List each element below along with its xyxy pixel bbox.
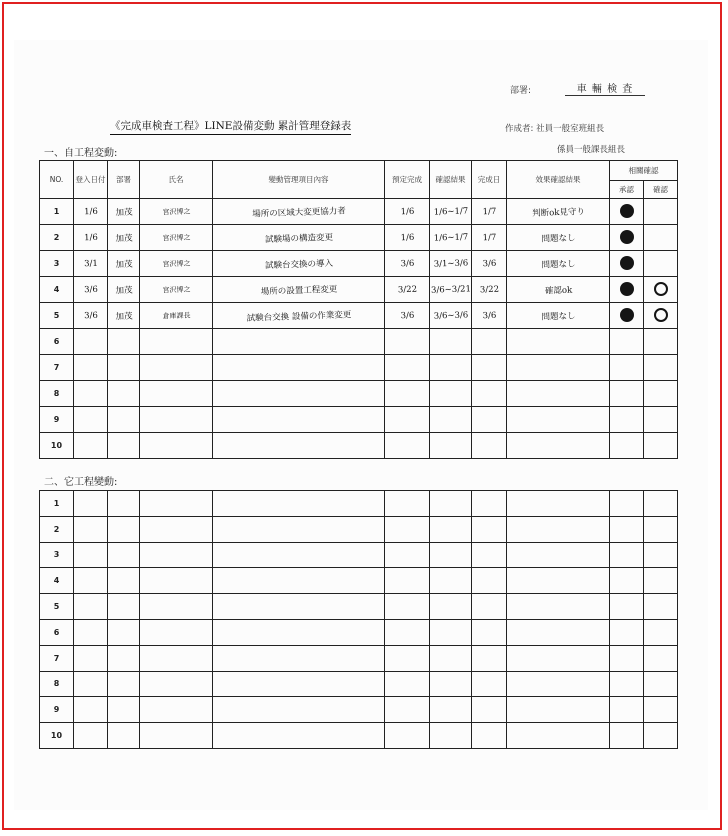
cell-empty xyxy=(644,697,678,723)
cell-empty xyxy=(385,568,430,594)
cell-content xyxy=(212,430,385,462)
cell-done: 3/6 xyxy=(471,250,507,277)
cell-check: 1/6~1/7 xyxy=(429,224,472,251)
cell-empty xyxy=(213,671,385,697)
cell-empty xyxy=(610,645,644,671)
cell-result xyxy=(506,379,610,409)
cell-no: 5 xyxy=(40,303,74,329)
cell-empty xyxy=(140,542,213,568)
cell-no: 10 xyxy=(40,433,74,459)
cell-no: 7 xyxy=(40,355,74,381)
cell-empty xyxy=(74,568,108,594)
cell-approval-s1 xyxy=(610,433,644,459)
cell-section: 加茂 xyxy=(107,302,140,329)
cell-plan: 1/6 xyxy=(384,198,430,226)
cell-empty xyxy=(430,542,472,568)
cell-empty xyxy=(472,594,507,620)
table-row xyxy=(40,619,678,645)
cell-empty xyxy=(430,568,472,594)
cell-done xyxy=(471,380,507,407)
cell-empty xyxy=(610,516,644,542)
table-row xyxy=(40,568,678,594)
cell-date: 1/6 xyxy=(73,224,108,251)
cell-name: 宮沢博之 xyxy=(139,223,213,252)
stamp-icon xyxy=(620,256,634,270)
cell-section xyxy=(107,380,140,407)
cell-section xyxy=(107,432,140,459)
table-row xyxy=(40,199,678,225)
cell-approval-s2 xyxy=(644,199,678,225)
cell-result: 判断ok見守り xyxy=(506,197,610,227)
cell-empty xyxy=(108,697,140,723)
cell-plan: 3/22 xyxy=(384,276,430,304)
table-row xyxy=(40,516,678,542)
cell-approval-s2 xyxy=(644,433,678,459)
cell-result xyxy=(506,353,610,383)
created-by: 作成者: 社員一般室班組長 xyxy=(505,124,605,134)
cell-plan: 1/6 xyxy=(384,224,430,252)
cell-done xyxy=(471,432,507,459)
cell-empty xyxy=(385,491,430,517)
cell-section xyxy=(107,354,140,381)
cell-empty xyxy=(385,697,430,723)
section-other-process-label: 二、它工程變動: xyxy=(44,477,118,488)
cell-empty xyxy=(213,568,385,594)
cell-no: 4 xyxy=(40,277,74,303)
cell-check xyxy=(429,354,472,381)
cell-plan xyxy=(384,432,430,460)
cell-empty xyxy=(507,671,610,697)
cell-empty xyxy=(385,671,430,697)
cell-content: 試験台交換の導入 xyxy=(212,248,385,280)
cell-no: 10 xyxy=(40,723,74,749)
cell-empty xyxy=(644,619,678,645)
cell-empty xyxy=(610,594,644,620)
cell-empty xyxy=(644,516,678,542)
table-row xyxy=(40,723,678,749)
cell-empty xyxy=(74,723,108,749)
cell-check: 3/6~3/21 xyxy=(429,276,472,303)
cell-result: 問題なし xyxy=(506,223,610,253)
cell-no: 1 xyxy=(40,199,74,225)
cell-empty xyxy=(472,697,507,723)
cell-date: 3/6 xyxy=(73,276,108,303)
cell-content: 場所の設置工程変更 xyxy=(212,274,385,306)
cell-empty xyxy=(213,723,385,749)
cell-empty xyxy=(507,516,610,542)
cell-approval-s1 xyxy=(610,407,644,433)
col-no: NO. xyxy=(40,161,74,199)
cell-no: 5 xyxy=(40,594,74,620)
table-row xyxy=(40,671,678,697)
cell-empty xyxy=(213,594,385,620)
cell-check xyxy=(429,432,472,459)
approved-by: 係員一般課長組長 xyxy=(557,145,626,155)
col-name: 氏名 xyxy=(140,161,213,199)
cell-empty xyxy=(507,594,610,620)
cell-approval-s1 xyxy=(610,225,644,251)
cell-empty xyxy=(610,697,644,723)
cell-date: 3/1 xyxy=(73,250,108,277)
cell-approval-s1 xyxy=(610,303,644,329)
cell-empty xyxy=(507,568,610,594)
cell-empty xyxy=(140,671,213,697)
stamp-icon xyxy=(620,230,634,244)
cell-done xyxy=(471,354,507,381)
cell-empty xyxy=(108,516,140,542)
cell-empty xyxy=(213,491,385,517)
cell-plan xyxy=(384,406,430,434)
table-row xyxy=(40,225,678,251)
cell-empty xyxy=(108,723,140,749)
cell-check: 3/6~3/6 xyxy=(429,302,472,329)
cell-empty xyxy=(644,723,678,749)
cell-check xyxy=(429,380,472,407)
cell-empty xyxy=(140,568,213,594)
cell-empty xyxy=(472,723,507,749)
table-row xyxy=(40,491,678,517)
table-row xyxy=(40,303,678,329)
cell-empty xyxy=(140,697,213,723)
cell-done: 3/6 xyxy=(471,302,507,329)
cell-no: 2 xyxy=(40,225,74,251)
table-row xyxy=(40,407,678,433)
cell-content: 場所の区域大変更協力者 xyxy=(212,196,385,228)
cell-empty xyxy=(385,619,430,645)
cell-name xyxy=(139,353,213,382)
cell-empty xyxy=(430,619,472,645)
cell-done xyxy=(471,328,507,355)
table-row xyxy=(40,594,678,620)
table-row xyxy=(40,433,678,459)
cell-empty xyxy=(430,594,472,620)
cell-check: 1/6~1/7 xyxy=(429,198,472,225)
cell-section: 加茂 xyxy=(107,224,140,251)
cell-empty xyxy=(507,697,610,723)
cell-approval-s1 xyxy=(610,251,644,277)
cell-empty xyxy=(108,594,140,620)
cell-empty xyxy=(140,645,213,671)
cell-name: 宮沢博之 xyxy=(139,197,213,226)
cell-empty xyxy=(108,568,140,594)
cell-approval-s1 xyxy=(610,355,644,381)
cell-date xyxy=(73,406,108,433)
cell-empty xyxy=(430,491,472,517)
cell-empty xyxy=(213,697,385,723)
col-check: 確認結果 xyxy=(430,161,472,199)
cell-date: 3/6 xyxy=(73,302,108,329)
cell-empty xyxy=(644,542,678,568)
cell-plan xyxy=(384,328,430,356)
cell-approval-s1 xyxy=(610,381,644,407)
cell-empty xyxy=(430,697,472,723)
cell-empty xyxy=(472,516,507,542)
cell-plan: 3/6 xyxy=(384,250,430,278)
cell-approval-s1 xyxy=(610,277,644,303)
cell-approval-s1 xyxy=(610,329,644,355)
table-row xyxy=(40,355,678,381)
cell-empty xyxy=(140,619,213,645)
department-value: 車 輛 検 査 xyxy=(565,80,645,96)
cell-no: 1 xyxy=(40,491,74,517)
cell-name: 宮沢博之 xyxy=(139,275,213,304)
cell-approval-s2 xyxy=(644,355,678,381)
col-approval-sub1: 承認 xyxy=(610,181,644,199)
cell-section xyxy=(107,328,140,355)
cell-empty xyxy=(610,671,644,697)
cell-empty xyxy=(507,645,610,671)
cell-plan: 3/6 xyxy=(384,302,430,330)
cell-approval-s2 xyxy=(644,251,678,277)
stamp-icon xyxy=(620,204,634,218)
cell-no: 6 xyxy=(40,619,74,645)
cell-empty xyxy=(472,491,507,517)
cell-empty xyxy=(74,491,108,517)
cell-empty xyxy=(385,542,430,568)
cell-empty xyxy=(140,594,213,620)
department-label: 部署: xyxy=(510,86,532,96)
cell-name: 倉庫課長 xyxy=(139,301,213,330)
cell-section: 加茂 xyxy=(107,250,140,277)
stamp-icon xyxy=(654,308,668,322)
cell-date xyxy=(73,328,108,355)
cell-empty xyxy=(610,542,644,568)
col-done: 完成日 xyxy=(472,161,507,199)
cell-date xyxy=(73,380,108,407)
col-plan: 預定完成 xyxy=(385,161,430,199)
cell-empty xyxy=(74,542,108,568)
cell-check: 3/1~3/6 xyxy=(429,250,472,277)
cell-empty xyxy=(108,645,140,671)
cell-empty xyxy=(507,723,610,749)
cell-empty xyxy=(385,645,430,671)
cell-empty xyxy=(472,619,507,645)
cell-empty xyxy=(507,542,610,568)
cell-empty xyxy=(74,645,108,671)
cell-empty xyxy=(140,491,213,517)
cell-empty xyxy=(213,542,385,568)
cell-empty xyxy=(507,491,610,517)
cell-empty xyxy=(385,594,430,620)
cell-empty xyxy=(610,723,644,749)
col-result: 效果確認結果 xyxy=(507,161,610,199)
stamp-icon xyxy=(620,308,634,322)
cell-empty xyxy=(74,697,108,723)
cell-section xyxy=(107,406,140,433)
cell-empty xyxy=(74,671,108,697)
cell-empty xyxy=(74,516,108,542)
cell-empty xyxy=(140,516,213,542)
cell-no: 8 xyxy=(40,671,74,697)
cell-empty xyxy=(644,491,678,517)
col-approval: 相關確認 xyxy=(610,161,678,181)
cell-empty xyxy=(610,619,644,645)
cell-empty xyxy=(472,542,507,568)
cell-section: 加茂 xyxy=(107,276,140,303)
cell-empty xyxy=(108,542,140,568)
cell-approval-s2 xyxy=(644,381,678,407)
cell-date xyxy=(73,354,108,381)
cell-empty xyxy=(472,568,507,594)
cell-approval-s2 xyxy=(644,225,678,251)
stamp-icon xyxy=(654,282,668,296)
cell-result: 確認ok xyxy=(506,275,610,305)
cell-content: 試験台交換 設備の作業変更 xyxy=(212,300,385,332)
cell-result: 問題なし xyxy=(506,249,610,279)
table-row xyxy=(40,645,678,671)
cell-no: 8 xyxy=(40,381,74,407)
cell-no: 7 xyxy=(40,645,74,671)
cell-empty xyxy=(213,645,385,671)
cell-done xyxy=(471,406,507,433)
cell-no: 3 xyxy=(40,251,74,277)
cell-date xyxy=(73,432,108,459)
cell-empty xyxy=(213,516,385,542)
cell-empty xyxy=(472,671,507,697)
cell-no: 4 xyxy=(40,568,74,594)
cell-empty xyxy=(108,491,140,517)
cell-empty xyxy=(74,619,108,645)
cell-empty xyxy=(610,491,644,517)
col-content: 變動管理項目內容 xyxy=(213,161,385,199)
cell-empty xyxy=(385,516,430,542)
table-row xyxy=(40,329,678,355)
cell-content: 試験場の構造変更 xyxy=(212,222,385,254)
cell-result xyxy=(506,405,610,435)
cell-result xyxy=(506,431,610,461)
cell-date: 1/6 xyxy=(73,198,108,225)
cell-approval-s2 xyxy=(644,277,678,303)
cell-section: 加茂 xyxy=(107,198,140,225)
cell-name xyxy=(139,327,213,356)
cell-plan xyxy=(384,380,430,408)
cell-empty xyxy=(108,619,140,645)
cell-empty xyxy=(430,671,472,697)
cell-result: 問題なし xyxy=(506,301,610,331)
cell-empty xyxy=(430,723,472,749)
cell-empty xyxy=(472,645,507,671)
cell-done: 3/22 xyxy=(471,276,507,303)
cell-plan xyxy=(384,354,430,382)
cell-no: 9 xyxy=(40,697,74,723)
cell-name xyxy=(139,431,213,460)
cell-approval-s1 xyxy=(610,199,644,225)
cell-name xyxy=(139,379,213,408)
cell-empty xyxy=(644,568,678,594)
cell-empty xyxy=(644,671,678,697)
cell-empty xyxy=(644,594,678,620)
cell-approval-s2 xyxy=(644,407,678,433)
stamp-icon xyxy=(620,282,634,296)
cell-approval-s2 xyxy=(644,303,678,329)
col-approval-sub2: 確認 xyxy=(644,181,678,199)
cell-check xyxy=(429,328,472,355)
other-process-table xyxy=(39,490,678,749)
cell-no: 6 xyxy=(40,329,74,355)
table-row xyxy=(40,697,678,723)
cell-empty xyxy=(108,671,140,697)
cell-name: 宮沢博之 xyxy=(139,249,213,278)
cell-empty xyxy=(507,619,610,645)
cell-empty xyxy=(385,723,430,749)
cell-done: 1/7 xyxy=(471,198,507,225)
cell-empty xyxy=(610,568,644,594)
cell-no: 3 xyxy=(40,542,74,568)
cell-name xyxy=(139,405,213,434)
cell-no: 2 xyxy=(40,516,74,542)
col-date: 登入日付 xyxy=(74,161,108,199)
table-row xyxy=(40,251,678,277)
section-own-process-label: 一、自工程変動: xyxy=(44,148,118,159)
own-process-table xyxy=(39,160,678,459)
form-title: 《完成車検査工程》LINE設備変動 累計管理登録表 xyxy=(110,118,351,135)
cell-check xyxy=(429,406,472,433)
table-row xyxy=(40,381,678,407)
cell-no: 9 xyxy=(40,407,74,433)
table-row xyxy=(40,277,678,303)
cell-empty xyxy=(74,594,108,620)
cell-result xyxy=(506,327,610,357)
cell-empty xyxy=(644,645,678,671)
cell-empty xyxy=(430,516,472,542)
cell-empty xyxy=(430,645,472,671)
cell-done: 1/7 xyxy=(471,224,507,251)
col-section: 部署 xyxy=(108,161,140,199)
cell-approval-s2 xyxy=(644,329,678,355)
cell-empty xyxy=(213,619,385,645)
cell-empty xyxy=(140,723,213,749)
table-row xyxy=(40,542,678,568)
